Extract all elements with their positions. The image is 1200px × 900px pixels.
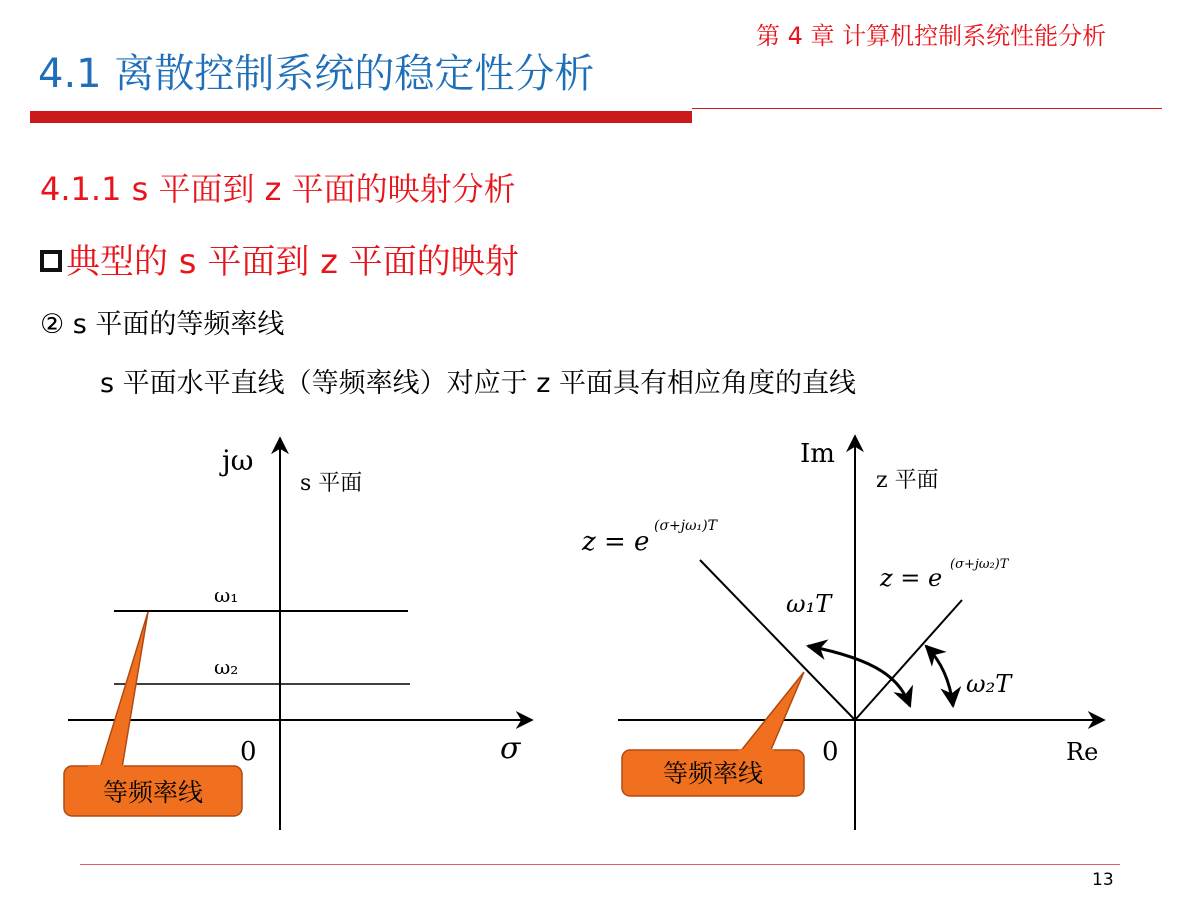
- page-number: 13: [1092, 870, 1114, 890]
- s-plane-diagram: [64, 438, 532, 830]
- angle1-label: ω₁T: [786, 590, 832, 618]
- s-y-axis-label: jω: [222, 444, 254, 477]
- s-callout-text: 等频率线: [102, 778, 204, 807]
- bullet-text: 典型的 s 平面到 z 平面的映射: [66, 242, 519, 282]
- s-callout-joint: [88, 765, 124, 769]
- angle2-label: ω₂T: [966, 670, 1012, 698]
- eq2-lhs: z = e: [880, 564, 943, 592]
- chapter-label: 第 4 章 计算机控制系统性能分析: [756, 22, 1107, 50]
- re-axis-label: Re: [1066, 738, 1099, 766]
- page-title: 4.1 离散控制系统的稳定性分析: [38, 51, 595, 97]
- s-callout-pointer: [100, 612, 148, 768]
- z-plane-diagram: [581, 436, 1104, 830]
- im-axis-label: Im: [800, 439, 835, 469]
- eq1-lhs: z = e: [582, 527, 650, 557]
- z-callout-text: 等频率线: [662, 759, 764, 788]
- eq1-exponent: (σ+jω₁)T: [654, 518, 717, 534]
- description-text: s 平面水平直线（等频率线）对应于 z 平面具有相应角度的直线: [100, 368, 856, 399]
- omega2-label: ω₂: [214, 655, 239, 679]
- z-origin-label: 0: [822, 737, 839, 767]
- z-callout-joint: [738, 749, 774, 753]
- z-callout: [622, 672, 804, 796]
- eq2-exponent: (σ+jω₂)T: [950, 557, 1009, 572]
- s-origin-label: 0: [240, 737, 257, 767]
- s-callout: [64, 612, 242, 816]
- s-plane-label: s 平面: [300, 471, 363, 496]
- footer-rule: [80, 864, 1120, 865]
- list-item-2: ② s 平面的等频率线: [40, 309, 285, 340]
- z-plane-label: z 平面: [876, 468, 939, 493]
- z-callout-pointer: [740, 672, 804, 752]
- z-ray-omega1: [700, 560, 855, 720]
- sigma-label: σ: [500, 731, 521, 766]
- omega1-label: ω₁: [214, 583, 239, 607]
- angle-arc-omega2: [926, 646, 953, 706]
- subsection-heading: 4.1.1 s 平面到 z 平面的映射分析: [40, 170, 516, 208]
